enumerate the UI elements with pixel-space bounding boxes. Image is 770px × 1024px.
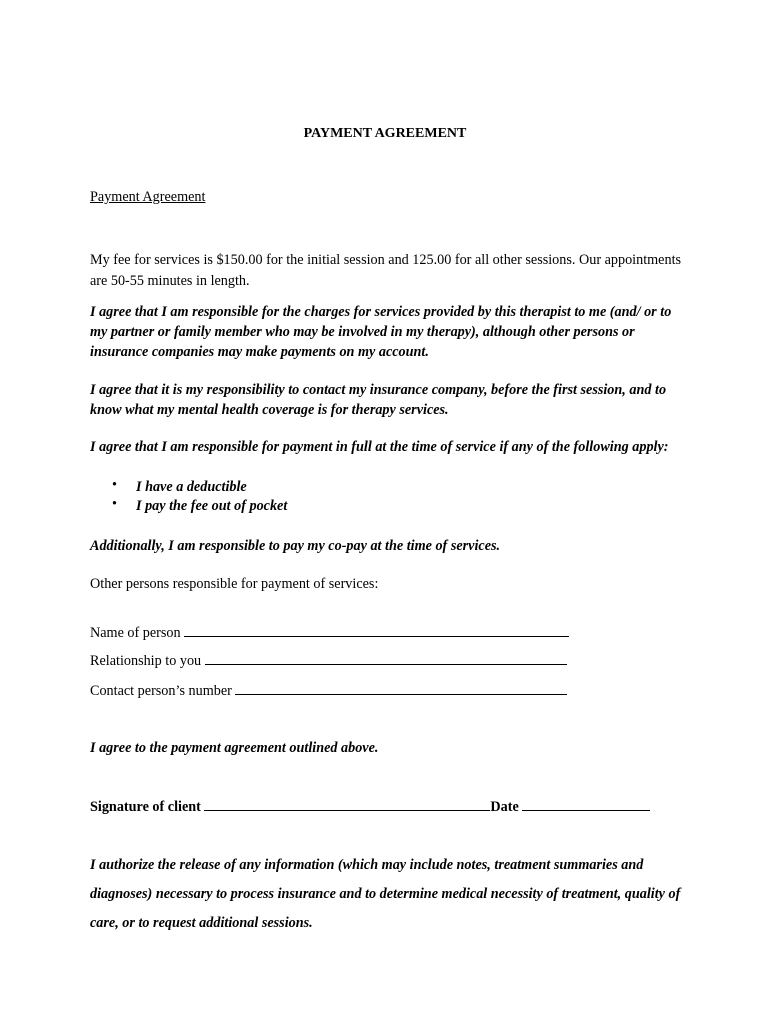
fee-paragraph: My fee for services is $150.00 for the initial session and 125.00 for all other sessions. Our appointments are 50-55 minutes in length. <box>90 252 682 289</box>
bullet-icon: • <box>112 496 117 512</box>
name-of-person-label: Name of person <box>90 625 181 641</box>
section-subtitle: Payment Agreement <box>90 189 206 205</box>
release-statement: I authorize the release of any information (which may include notes, treatment summaries and diagnoses) necessary to process insurance and to determine medical necessity of treatment, quality of care, or to request additional sessions. <box>90 857 681 931</box>
signature-label: Signature of client <box>90 799 201 815</box>
signature-row <box>90 796 650 817</box>
relationship-blank[interactable] <box>205 650 567 665</box>
agree-statement: I agree to the payment agreement outlined above. <box>90 740 379 756</box>
contact-number-label: Contact person’s number <box>90 683 232 699</box>
name-of-person-blank[interactable] <box>184 622 569 637</box>
date-label: Date <box>490 799 519 815</box>
name-of-person-field[interactable] <box>90 622 569 643</box>
conditions-list <box>112 478 287 516</box>
contact-number-blank[interactable] <box>235 680 567 695</box>
responsibility-charges-paragraph: I agree that I am responsible for the charges for services provided by this therapist to me (and/ or to my partner or family member who may be involved in my therapy), although other persons or insurance companies may make payments on my account. <box>90 304 672 360</box>
contact-number-field[interactable] <box>90 680 567 701</box>
page-title: PAYMENT AGREEMENT <box>303 126 467 141</box>
copay-paragraph: Additionally, I am responsible to pay my co-pay at the time of services. <box>90 538 501 554</box>
list-item: • I pay the fee out of pocket <box>112 496 288 514</box>
relationship-label: Relationship to you <box>90 653 202 669</box>
other-persons-heading: Other persons responsible for payment of services: <box>90 576 379 592</box>
responsibility-insurance-paragraph: I agree that it is my responsibility to contact my insurance company, before the first session, and to know what my mental health coverage is for therapy services. <box>90 382 667 418</box>
bullet-icon: • <box>112 477 117 493</box>
signature-blank[interactable] <box>204 796 490 811</box>
list-item: • I have a deductible <box>112 477 247 495</box>
responsibility-full-payment-paragraph: I agree that I am responsible for payment in full at the time of service if any of the following apply: <box>90 439 669 455</box>
relationship-field[interactable] <box>90 650 567 671</box>
date-blank[interactable] <box>522 796 650 811</box>
